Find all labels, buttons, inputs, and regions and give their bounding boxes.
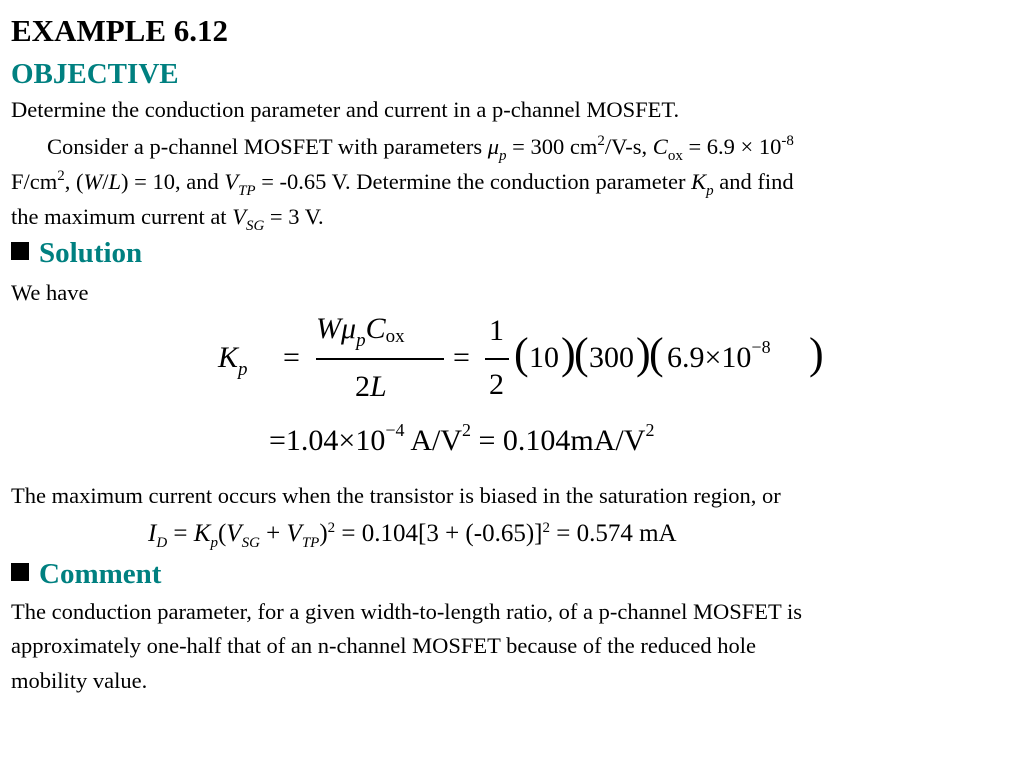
solution-heading: Solution	[11, 236, 142, 270]
fraction-denominator: 2L	[355, 370, 387, 403]
example-title: EXAMPLE 6.12	[11, 13, 228, 48]
fraction-bar	[316, 358, 444, 360]
objective-heading: OBJECTIVE	[11, 58, 179, 90]
comment-line-1: The conduction parameter, for a given width-to-length ratio, of a p-channel MOSFET is	[11, 599, 802, 624]
we-have-text: We have	[11, 280, 89, 305]
mu-symbol: μ	[487, 134, 500, 159]
comment-line-3: mobility value.	[11, 668, 148, 693]
comment-heading: Comment	[11, 557, 161, 591]
max-current-text: The maximum current occurs when the transistor is biased in the saturation region, or	[11, 483, 781, 508]
problem-line-1: Consider a p-channel MOSFET with parameters $\mu_p = 300$ $cm^2/V-s$, $C_{ox} = 6.9 \times 10^{-8}$	[47, 133, 794, 164]
problem-line-3: the maximum current at $V_{SG} = 3$ V.	[11, 204, 324, 234]
square-bullet-icon	[11, 563, 29, 581]
comment-line-2: approximately one-half that of an n-channel MOSFET because of the reduced hole	[11, 633, 756, 658]
square-bullet-icon	[11, 242, 29, 260]
slide: EXAMPLE 6.12 OBJECTIVE Determine the conduction parameter and current in a p-channel MOSFET. Consider a p-channel MOSFET with parameters $\mu_p = 300$ $cm^2/V-s$, $C_{ox} = 6.9 \times 10^{-8}$ $F/cm^2$, (W/L) = 10, and $V_{TP} = -0.65$ V. Determine the conduction parameter $K_p$ and find the maximum current at $V_{SG} = 3$ V. Solution We have $K_p$ = $W\mu_pC_{ox}$ 2L = 1 2 ( 10 ) ( 300 ) ( $6.9\times 10^{-8}$ ) $=1.04\times 10^{-4}$ $A/V^2 = 0.104mA/V^2$ The maximum current occurs when the transistor is biased in the saturation region, or $I_D = K_p(V_{SG} + V_{TP})^2 = 0.104[3 + (-0.65)]^2 = 0.574$ mA Comment The conduction parameter, for a given width-to-length ratio, of a p-channel MOSFET is approximately one-half that of an n-channel MOSFET because of the reduced hole mobility value.	[11, 13, 824, 693]
objective-text: Determine the conduction parameter and current in a p-channel MOSFET.	[11, 97, 680, 122]
fraction-numerator: $W\mu_pC_{ox}$	[316, 312, 405, 351]
problem-line-2: $F/cm^2$, (W/L) = 10, and $V_{TP} = -0.65$ V. Determine the conduction parameter $K_p$ and find	[11, 168, 794, 199]
equation-kp-result: $=1.04\times 10^{-4}$ $A/V^2 = 0.104mA/V^2$	[269, 420, 655, 457]
equation-id: $I_D = K_p(V_{SG} + V_{TP})^2 = 0.104[3 + (-0.65)]^2 = 0.574$ mA	[148, 520, 677, 551]
